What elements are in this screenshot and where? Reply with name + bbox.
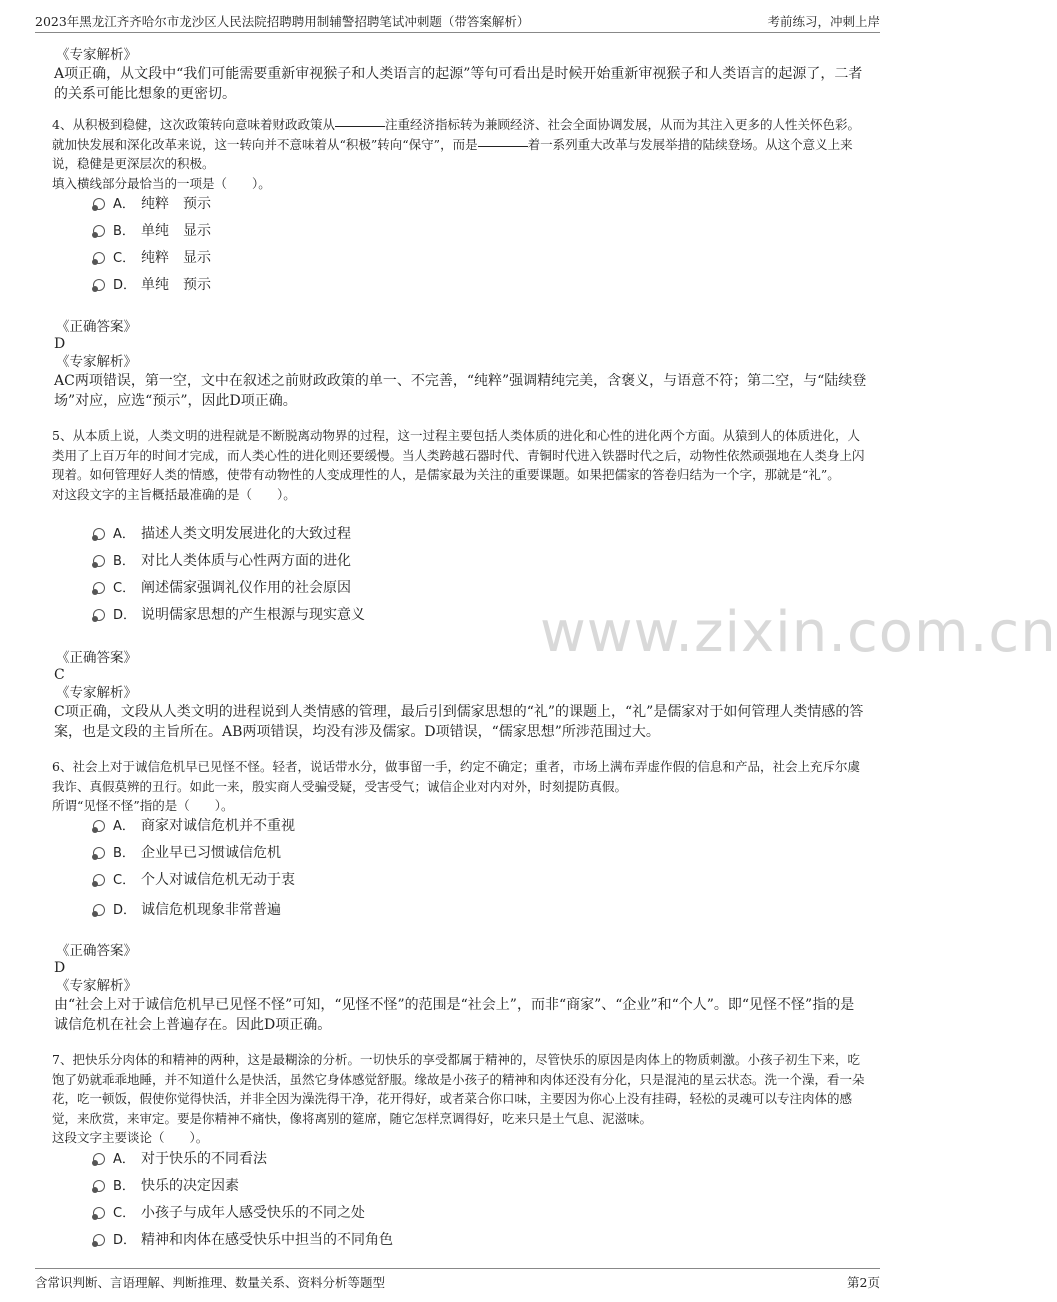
expert-analysis-label: 《专家解析》 bbox=[56, 685, 137, 701]
page-header bbox=[35, 10, 880, 33]
correct-answer-label: 《正确答案》 bbox=[56, 943, 137, 959]
q7-stem bbox=[52, 1050, 867, 1148]
q7-option-d[interactable]: D． 精神和肉体在感受快乐中担当的不同角色 bbox=[93, 1230, 393, 1250]
q5-answer: C bbox=[54, 667, 65, 683]
correct-answer-label: 《正确答案》 bbox=[56, 650, 137, 666]
q4-text-part3: 着一系列重大改革与发展举措的陆续登场。从这个意义上来说，稳健是更深层次的积极。 bbox=[52, 136, 853, 171]
expert-analysis-label: 《专家解析》 bbox=[56, 978, 137, 994]
q4-stem bbox=[52, 115, 867, 193]
footer-description: 含常识判断、言语理解、判断推理、数量关系、资料分析等题型 bbox=[35, 1275, 386, 1290]
q7-option-c[interactable]: C． 小孩子与成年人感受快乐的不同之处 bbox=[93, 1203, 365, 1223]
q5-option-c[interactable]: C． 阐述儒家强调礼仪作用的社会原因 bbox=[93, 578, 351, 598]
page-footer bbox=[35, 1268, 880, 1293]
q7-option-b[interactable]: B． 快乐的决定因素 bbox=[93, 1176, 239, 1196]
radio-icon[interactable] bbox=[93, 874, 105, 886]
q3-explanation: A项正确，从文段中“我们可能需要重新审视猴子和人类语言的起源”等句可看出是时候开始重新审视猴子和人类语言的起源了，二者的关系可能比想象的更密切。 bbox=[54, 66, 863, 102]
q5-option-b[interactable]: B． 对比人类体质与心性两方面的进化 bbox=[93, 551, 351, 571]
expert-analysis-label: 《专家解析》 bbox=[56, 354, 137, 370]
q7-text: 7、把快乐分肉体的和精神的两种，这是最糊涂的分析。一切快乐的享受都属于精神的，尽管快乐的原因是肉体上的物质刺激。小孩子初生下来，吃饱了奶就乖乖地睡，并不知道什么是快活，虽然它身体感觉舒服。缘故是小孩子的精神和肉体还没有分化，只是混沌的星云状态。洗一个澡，看一朵花，吃一顿饭，假使你觉得快活，并非全因为澡洗得干净，花开得好，或者菜合你口味，主要因为你心上没有挂碍，轻松的灵魂可以专注肉体的感觉，来欣赏，来审定。要是你精神不痛快，像将离别的筵席，随它怎样烹调得好，吃来只是土气息、泥滋味。 bbox=[52, 1052, 865, 1126]
q5-answer-block bbox=[52, 649, 867, 742]
q5-option-d[interactable]: D． 说明儒家思想的产生根源与现实意义 bbox=[93, 605, 365, 625]
q6-option-c[interactable]: C． 个人对诚信危机无动于衷 bbox=[93, 870, 295, 890]
q5-option-a[interactable]: A． 描述人类文明发展进化的大致过程 bbox=[93, 524, 351, 544]
q4-explanation: AC两项错误，第一空，文中在叙述之前财政政策的单一、不完善，“纯粹”强调精纯完美，含褒义，与语意不符；第二空，与“陆续登场”对应，应选“预示”，因此D项正确。 bbox=[54, 373, 867, 409]
radio-icon[interactable] bbox=[93, 820, 105, 832]
fill-blank-1 bbox=[335, 125, 385, 127]
q6-stem bbox=[52, 757, 867, 816]
q6-option-b[interactable]: B． 企业早已习惯诚信危机 bbox=[93, 843, 281, 863]
expert-analysis-label: 《专家解析》 bbox=[56, 47, 137, 63]
q3-explanation-block bbox=[52, 46, 867, 104]
q6-answer: D bbox=[54, 960, 66, 976]
radio-icon[interactable] bbox=[93, 904, 105, 916]
q6-text: 6、社会上对于诚信危机早已见怪不怪。轻者，说话带水分，做事留一手，约定不确定；重者，市场上满布弄虚作假的信息和产品，社会上充斥尔虞我诈、真假莫辨的丑行。如此一来，殷实商人受骗受疑，受害受气；诚信企业对内对外，时刻提防真假。 bbox=[52, 759, 860, 794]
q5-stem bbox=[52, 426, 867, 504]
q7-option-a[interactable]: A． 对于快乐的不同看法 bbox=[93, 1149, 267, 1169]
q6-prompt: 所谓“见怪不怪”指的是（ ）。 bbox=[52, 798, 234, 813]
q4-text-part1: 4、从积极到稳健，这次政策转向意味着财政政策从 bbox=[52, 117, 335, 132]
q4-option-a[interactable]: A． 纯粹 预示 bbox=[93, 194, 211, 214]
page-number: 第2页 bbox=[847, 1275, 880, 1290]
q7-prompt: 这段文字主要谈论（ ）。 bbox=[52, 1130, 209, 1145]
radio-icon[interactable] bbox=[93, 609, 105, 621]
q5-prompt: 对这段文字的主旨概括最准确的是（ ）。 bbox=[52, 486, 296, 502]
radio-icon[interactable] bbox=[93, 1207, 105, 1219]
radio-icon[interactable] bbox=[93, 279, 105, 291]
q6-explanation: 由“社会上对于诚信危机早已见怪不怪”可知，“见怪不怪”的范围是“社会上”，而非“商家”、“企业”和“个人”。即“见怪不怪”指的是诚信危机在社会上普遍存在。因此D项正确。 bbox=[54, 997, 855, 1033]
q5-text: 5、从本质上说，人类文明的进程就是不断脱离动物界的过程，这一过程主要包括人类体质的进化和心性的进化两个方面。从猿到人的体质进化，人类用了上百万年的时间才完成，而人类心性的进化则还要缓慢。当人类跨越石器时代、青铜时代进入铁器时代之后，动物性依然顽强地在人类身上闪现着。如何管理好人类的情感，使带有动物性的人变成理性的人，是儒家最为关注的重要课题。如果把儒家的答卷归结为一个字，那就是“礼”。 bbox=[52, 428, 865, 482]
radio-icon[interactable] bbox=[93, 555, 105, 567]
radio-icon[interactable] bbox=[93, 1234, 105, 1246]
q6-option-d[interactable]: D． 诚信危机现象非常普遍 bbox=[93, 900, 281, 920]
q5-explanation: C项正确，文段从人类文明的进程说到人类情感的管理，最后引到儒家思想的“礼”的课题上，“礼”是儒家对于如何管理人类情感的答案，也是文段的主旨所在。AB两项错误，均没有涉及儒家。D项错误，“儒家思想”所涉范围过大。 bbox=[54, 704, 864, 740]
q4-prompt: 填入横线部分最恰当的一项是（ ）。 bbox=[52, 175, 271, 191]
radio-icon[interactable] bbox=[93, 582, 105, 594]
radio-icon[interactable] bbox=[93, 528, 105, 540]
fill-blank-2 bbox=[478, 145, 528, 147]
correct-answer-label: 《正确答案》 bbox=[56, 319, 137, 335]
q4-answer: D bbox=[54, 336, 66, 352]
radio-icon[interactable] bbox=[93, 1153, 105, 1165]
header-slogan: 考前练习，冲刺上岸 bbox=[767, 14, 880, 29]
radio-icon[interactable] bbox=[93, 847, 105, 859]
radio-icon[interactable] bbox=[93, 1180, 105, 1192]
q4-answer-block bbox=[52, 318, 867, 411]
radio-icon[interactable] bbox=[93, 252, 105, 264]
q6-option-a[interactable]: A． 商家对诚信危机并不重视 bbox=[93, 816, 295, 836]
q4-option-c[interactable]: C． 纯粹 显示 bbox=[93, 248, 211, 268]
q4-option-d[interactable]: D． 单纯 预示 bbox=[93, 275, 211, 295]
document-title: 2023年黑龙江齐齐哈尔市龙沙区人民法院招聘聘用制辅警招聘笔试冲刺题（带答案解析） bbox=[35, 14, 530, 29]
watermark: www.zixin.com.cn bbox=[540, 600, 1057, 665]
radio-icon[interactable] bbox=[93, 198, 105, 210]
radio-icon[interactable] bbox=[93, 225, 105, 237]
q4-option-b[interactable]: B． 单纯 显示 bbox=[93, 221, 211, 241]
q6-answer-block bbox=[52, 942, 867, 1035]
q4-text-part2: 注重经济指标转为兼顾经济、社会全面协调发展，从而为其注入更多的人性关怀色彩。就加快发展和深化改革来说，这一转向并不意味着从“积极”转向“保守”，而是 bbox=[52, 117, 860, 152]
